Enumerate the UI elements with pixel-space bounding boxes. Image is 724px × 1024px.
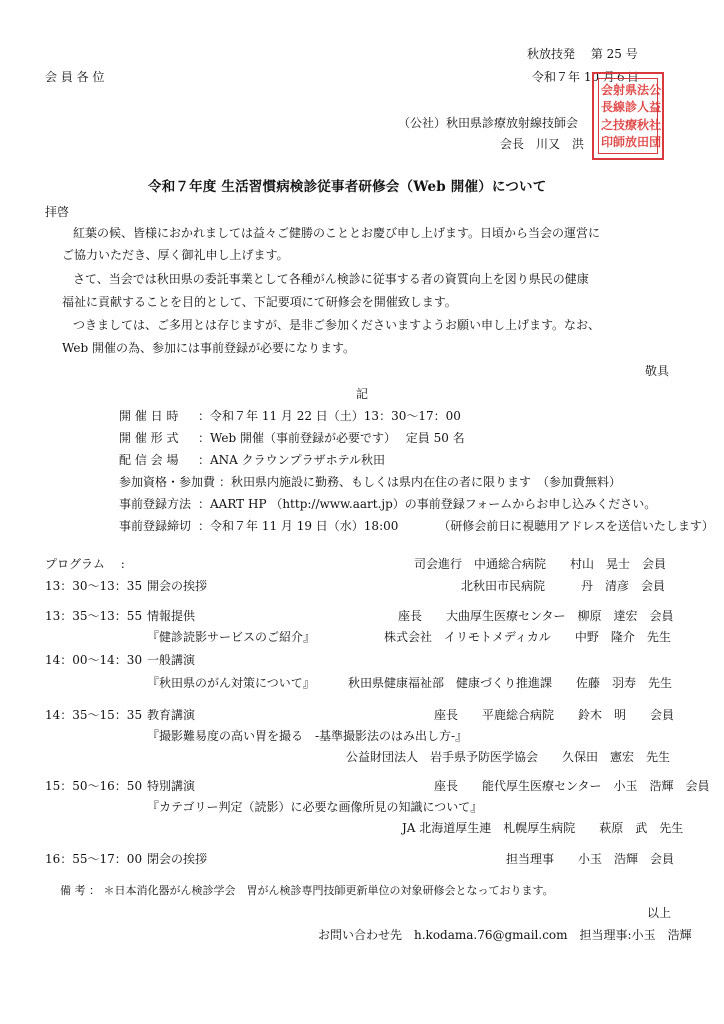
body-line: 福祉に貢献することを目的として、下記要項にて研修会を開催致します。 xyxy=(62,295,457,309)
program-person: 担当理事 小玉 浩輝 会員 xyxy=(506,852,675,866)
body-line: つきましては、ご多用とは存じますが、是非ご参加くださいますようお願い申し上げます。なお、 xyxy=(73,318,601,332)
detail-value: ：ANA クラウンプラザホテル秋田 xyxy=(198,453,386,467)
detail-value: ：AART HP （http://www.aart.jp）の事前登録フォームからお申し込みください。 xyxy=(198,497,657,511)
seal-column: 射 線 技 師 xyxy=(613,82,626,150)
contact-info: お問い合わせ先 h.kodama.76@gmail.com 担当理事:小玉 浩輝 xyxy=(318,928,692,942)
program-time: 14：00〜14：30 xyxy=(45,653,143,667)
program-title: 一般講演 xyxy=(147,653,196,667)
detail-label: 事前登録締切 xyxy=(119,519,192,533)
program-time: 13：30〜13：35 xyxy=(45,579,143,593)
program-subtitle: 『撮影難易度の高い胃を撮る -基準撮影法のはみ出し方-』 xyxy=(147,729,468,743)
program-time: 16：55〜17：00 xyxy=(45,852,143,866)
program-time: 15：50〜16：50 xyxy=(45,779,143,793)
detail-value: ：秋田県内施設に勤務、もしくは県内在住の者に限ります （参加費無料） xyxy=(219,475,622,489)
detail-label: 開 催 形 式 xyxy=(119,431,179,445)
addressee: 会 員 各 位 xyxy=(45,70,105,84)
program-title: 閉会の挨拶 xyxy=(147,852,208,866)
ki-heading: 記 xyxy=(356,387,369,401)
official-seal xyxy=(592,72,664,160)
ijo-closing: 以上 xyxy=(647,906,672,920)
detail-label: 参加資格・参加費 xyxy=(119,475,216,489)
program-person: 座長 能代厚生医療センター 小玉 浩輝 会員 xyxy=(434,779,710,793)
program-subtitle: 『健診読影サービスのご紹介』 xyxy=(147,630,316,644)
program-person: 北秋田市民病院 丹 清彦 会員 xyxy=(461,579,666,593)
greeting: 拝啓 xyxy=(45,205,70,219)
detail-label: 配 信 会 場 xyxy=(119,453,179,467)
president-name: 会長 川又 洪 xyxy=(500,137,585,151)
program-time: 13：35〜13：55 xyxy=(45,609,143,623)
seal-text-block xyxy=(598,78,662,154)
detail-value: ：令和７年 11 月 19 日（水）18:00 （研修会前日に視聴用アドレスを送信いたします） xyxy=(198,519,714,533)
detail-value: ：令和７年 11 月 22 日（土）13：30〜17：00 xyxy=(198,409,461,423)
program-title: 教育講演 xyxy=(147,708,196,722)
program-subtitle: 『カテゴリー判定（読影）に必要な画像所見の知識について』 xyxy=(147,800,483,814)
program-person: 株式会社 イリモトメディカル 中野 隆介 先生 xyxy=(384,630,671,644)
program-subtitle: 『秋田県のがん対策について』 xyxy=(147,676,315,690)
remarks-note: 備 考 ： ＊日本消化器がん検診学会 胃がん検診専門技師更新単位の対象研修会となっております。 xyxy=(60,884,554,897)
body-line: さて、当会では秋田県の委託事業として各種がん検診に従事する者の資質向上を図り県民の健康 xyxy=(73,272,589,286)
program-heading: プログラム : xyxy=(45,557,125,571)
seal-column: 県 診 療 放 xyxy=(625,82,638,150)
doc-number: 秋放技発 第 25 号 xyxy=(527,47,638,61)
body-line: ご協力いただき、厚く御礼申し上げます。 xyxy=(62,248,289,262)
program-title: 開会の挨拶 xyxy=(147,579,208,593)
program-time: 14：35〜15：35 xyxy=(45,708,143,722)
organization-name: （公社）秋田県診療放射線技師会 xyxy=(398,116,579,130)
program-title: 情報提供 xyxy=(147,609,196,623)
program-person: 座長 大曲厚生医療センター 柳原 達宏 会員 xyxy=(398,609,674,623)
body-line: 紅葉の候、皆様におかれましては益々ご健勝のこととお慶び申し上げます。日頃から当会の運営に xyxy=(73,226,601,240)
program-person: 公益財団法人 岩手県予防医学協会 久保田 憲宏 先生 xyxy=(346,750,671,764)
program-person: 座長 平鹿総合病院 鈴木 明 会員 xyxy=(434,708,675,722)
detail-label: 事前登録方法 xyxy=(119,497,192,511)
program-person: JA 北海道厚生連 札幌厚生病院 萩原 武 先生 xyxy=(402,821,684,835)
seal-column: 会 長 之 印 xyxy=(601,82,614,150)
program-chair: 司会進行 中通総合病院 村山 晃士 会員 xyxy=(414,557,667,571)
detail-value: ：Web 開催（事前登録が必要です） 定員 50 名 xyxy=(198,431,465,445)
seal-column: 法 人 秋 田 xyxy=(637,82,650,150)
issue-date: 令和７年 10 月６日 xyxy=(532,70,639,84)
body-line: Web 開催の為、参加には事前登録が必要になります。 xyxy=(62,341,355,355)
document-title: 令和７年度 生活習慣病検診従事者研修会（Web 開催）について xyxy=(148,179,547,195)
program-person: 秋田県健康福祉部 健康づくり推進課 佐藤 羽寿 先生 xyxy=(348,676,673,690)
program-title: 特別講演 xyxy=(147,779,196,793)
detail-label: 開 催 日 時 xyxy=(119,409,179,423)
seal-column: 公 益 社 団 xyxy=(649,82,662,150)
closing-keigu: 敬具 xyxy=(645,364,670,378)
